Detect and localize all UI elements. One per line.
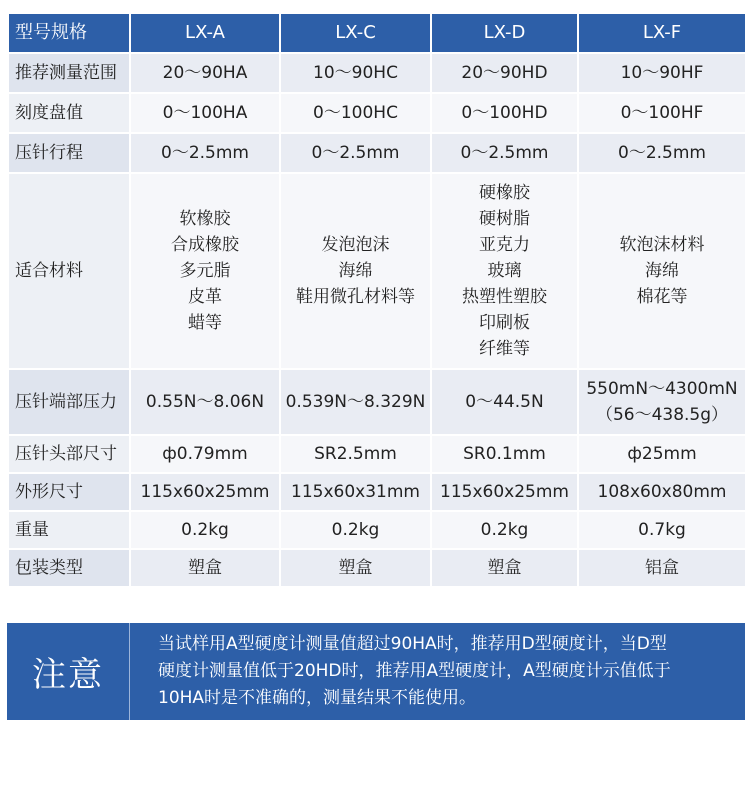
table-row — [8, 511, 746, 549]
table-cell: 塑盒 — [431, 549, 578, 587]
material-line: 鞋用微孔材料等 — [296, 287, 415, 307]
table-cell: 0～44.5N — [431, 369, 578, 435]
table-cell: 10～90HC — [280, 53, 431, 93]
table-cell: SR0.1mm — [431, 435, 578, 473]
model-header: LX-C — [280, 13, 431, 53]
table-row — [8, 435, 746, 473]
material-line: 亚克力 — [479, 235, 530, 255]
material-line: 硬树脂 — [479, 209, 530, 229]
table-row — [8, 369, 746, 435]
material-line: 海绵 — [338, 261, 373, 281]
row-label: 重量 — [8, 511, 130, 549]
header-label: 型号规格 — [8, 13, 130, 53]
table-cell: 0.2kg — [431, 511, 578, 549]
note-line: 当试样用A型硬度计测量值超过90HA时，推荐用D型硬度计，当D型 — [158, 634, 667, 654]
row-label: 包装类型 — [8, 549, 130, 587]
row-label: 压针头部尺寸 — [8, 435, 130, 473]
table-row — [8, 549, 746, 587]
row-label: 压针行程 — [8, 133, 130, 173]
material-line: 合成橡胶 — [171, 235, 239, 255]
material-line: 软泡沫材料 — [619, 235, 705, 255]
table-cell: 0～2.5mm — [431, 133, 578, 173]
table-cell: 0～100HA — [130, 93, 280, 133]
material-line: 蜡等 — [188, 313, 222, 333]
table-cell — [280, 173, 431, 369]
table-cell: 0.539N～8.329N — [280, 369, 431, 435]
table-cell: 0～100HC — [280, 93, 431, 133]
note-text — [130, 623, 745, 720]
table-row — [8, 473, 746, 511]
table-cell: 0～2.5mm — [578, 133, 746, 173]
model-header: LX-A — [130, 13, 280, 53]
force-line: 550mN～4300mN — [586, 379, 738, 399]
table-cell: SR2.5mm — [280, 435, 431, 473]
material-line: 多元脂 — [179, 261, 231, 281]
table-cell: 塑盒 — [280, 549, 431, 587]
material-line: 棉花等 — [636, 287, 688, 307]
row-label: 适合材料 — [8, 173, 130, 369]
material-line: 皮革 — [188, 287, 222, 307]
model-header: LX-D — [431, 13, 578, 53]
material-line: 热塑性塑胶 — [462, 287, 547, 307]
table-cell: 0～2.5mm — [280, 133, 431, 173]
table-row — [8, 173, 746, 369]
table-cell — [431, 173, 578, 369]
table-cell: 115x60x25mm — [130, 473, 280, 511]
table-cell: 115x60x25mm — [431, 473, 578, 511]
table-cell — [578, 173, 746, 369]
material-line: 纤维等 — [479, 339, 530, 359]
table-cell: ф0.79mm — [130, 435, 280, 473]
material-line: 海绵 — [645, 261, 679, 281]
model-header: LX-F — [578, 13, 746, 53]
material-line: 玻璃 — [487, 261, 522, 281]
note-title: 注意 — [7, 623, 130, 720]
force-line: （56～438.5g） — [595, 405, 729, 425]
table-cell: 0～100HF — [578, 93, 746, 133]
table-row — [8, 133, 746, 173]
table-cell: 108x60x80mm — [578, 473, 746, 511]
spec-table — [7, 12, 747, 588]
row-label: 刻度盘值 — [8, 93, 130, 133]
row-label: 推荐测量范围 — [8, 53, 130, 93]
material-line: 硬橡胶 — [479, 183, 530, 203]
table-cell: 0.55N～8.06N — [130, 369, 280, 435]
row-label: 压针端部压力 — [8, 369, 130, 435]
table-cell: 铝盒 — [578, 549, 746, 587]
table-cell: 塑盒 — [130, 549, 280, 587]
table-row — [8, 93, 746, 133]
material-line: 印刷板 — [479, 313, 530, 333]
table-row — [8, 53, 746, 93]
table-cell — [130, 173, 280, 369]
note-line: 10HA时是不准确的，测量结果不能使用。 — [158, 688, 477, 708]
table-cell — [578, 369, 746, 435]
table-cell: 0.2kg — [280, 511, 431, 549]
table-cell: ф25mm — [578, 435, 746, 473]
table-cell: 0～100HD — [431, 93, 578, 133]
note-line: 硬度计测量值低于20HD时，推荐用A型硬度计，A型硬度计示值低于 — [158, 661, 671, 681]
table-cell: 0.2kg — [130, 511, 280, 549]
header-row — [8, 13, 746, 53]
note-box — [7, 623, 745, 720]
row-label: 外形尺寸 — [8, 473, 130, 511]
table-cell: 0～2.5mm — [130, 133, 280, 173]
table-cell: 20～90HD — [431, 53, 578, 93]
table-cell: 0.7kg — [578, 511, 746, 549]
table-cell: 10～90HF — [578, 53, 746, 93]
material-line: 软橡胶 — [179, 209, 231, 229]
table-cell: 115x60x31mm — [280, 473, 431, 511]
table-cell: 20～90HA — [130, 53, 280, 93]
material-line: 发泡泡沫 — [321, 235, 390, 255]
